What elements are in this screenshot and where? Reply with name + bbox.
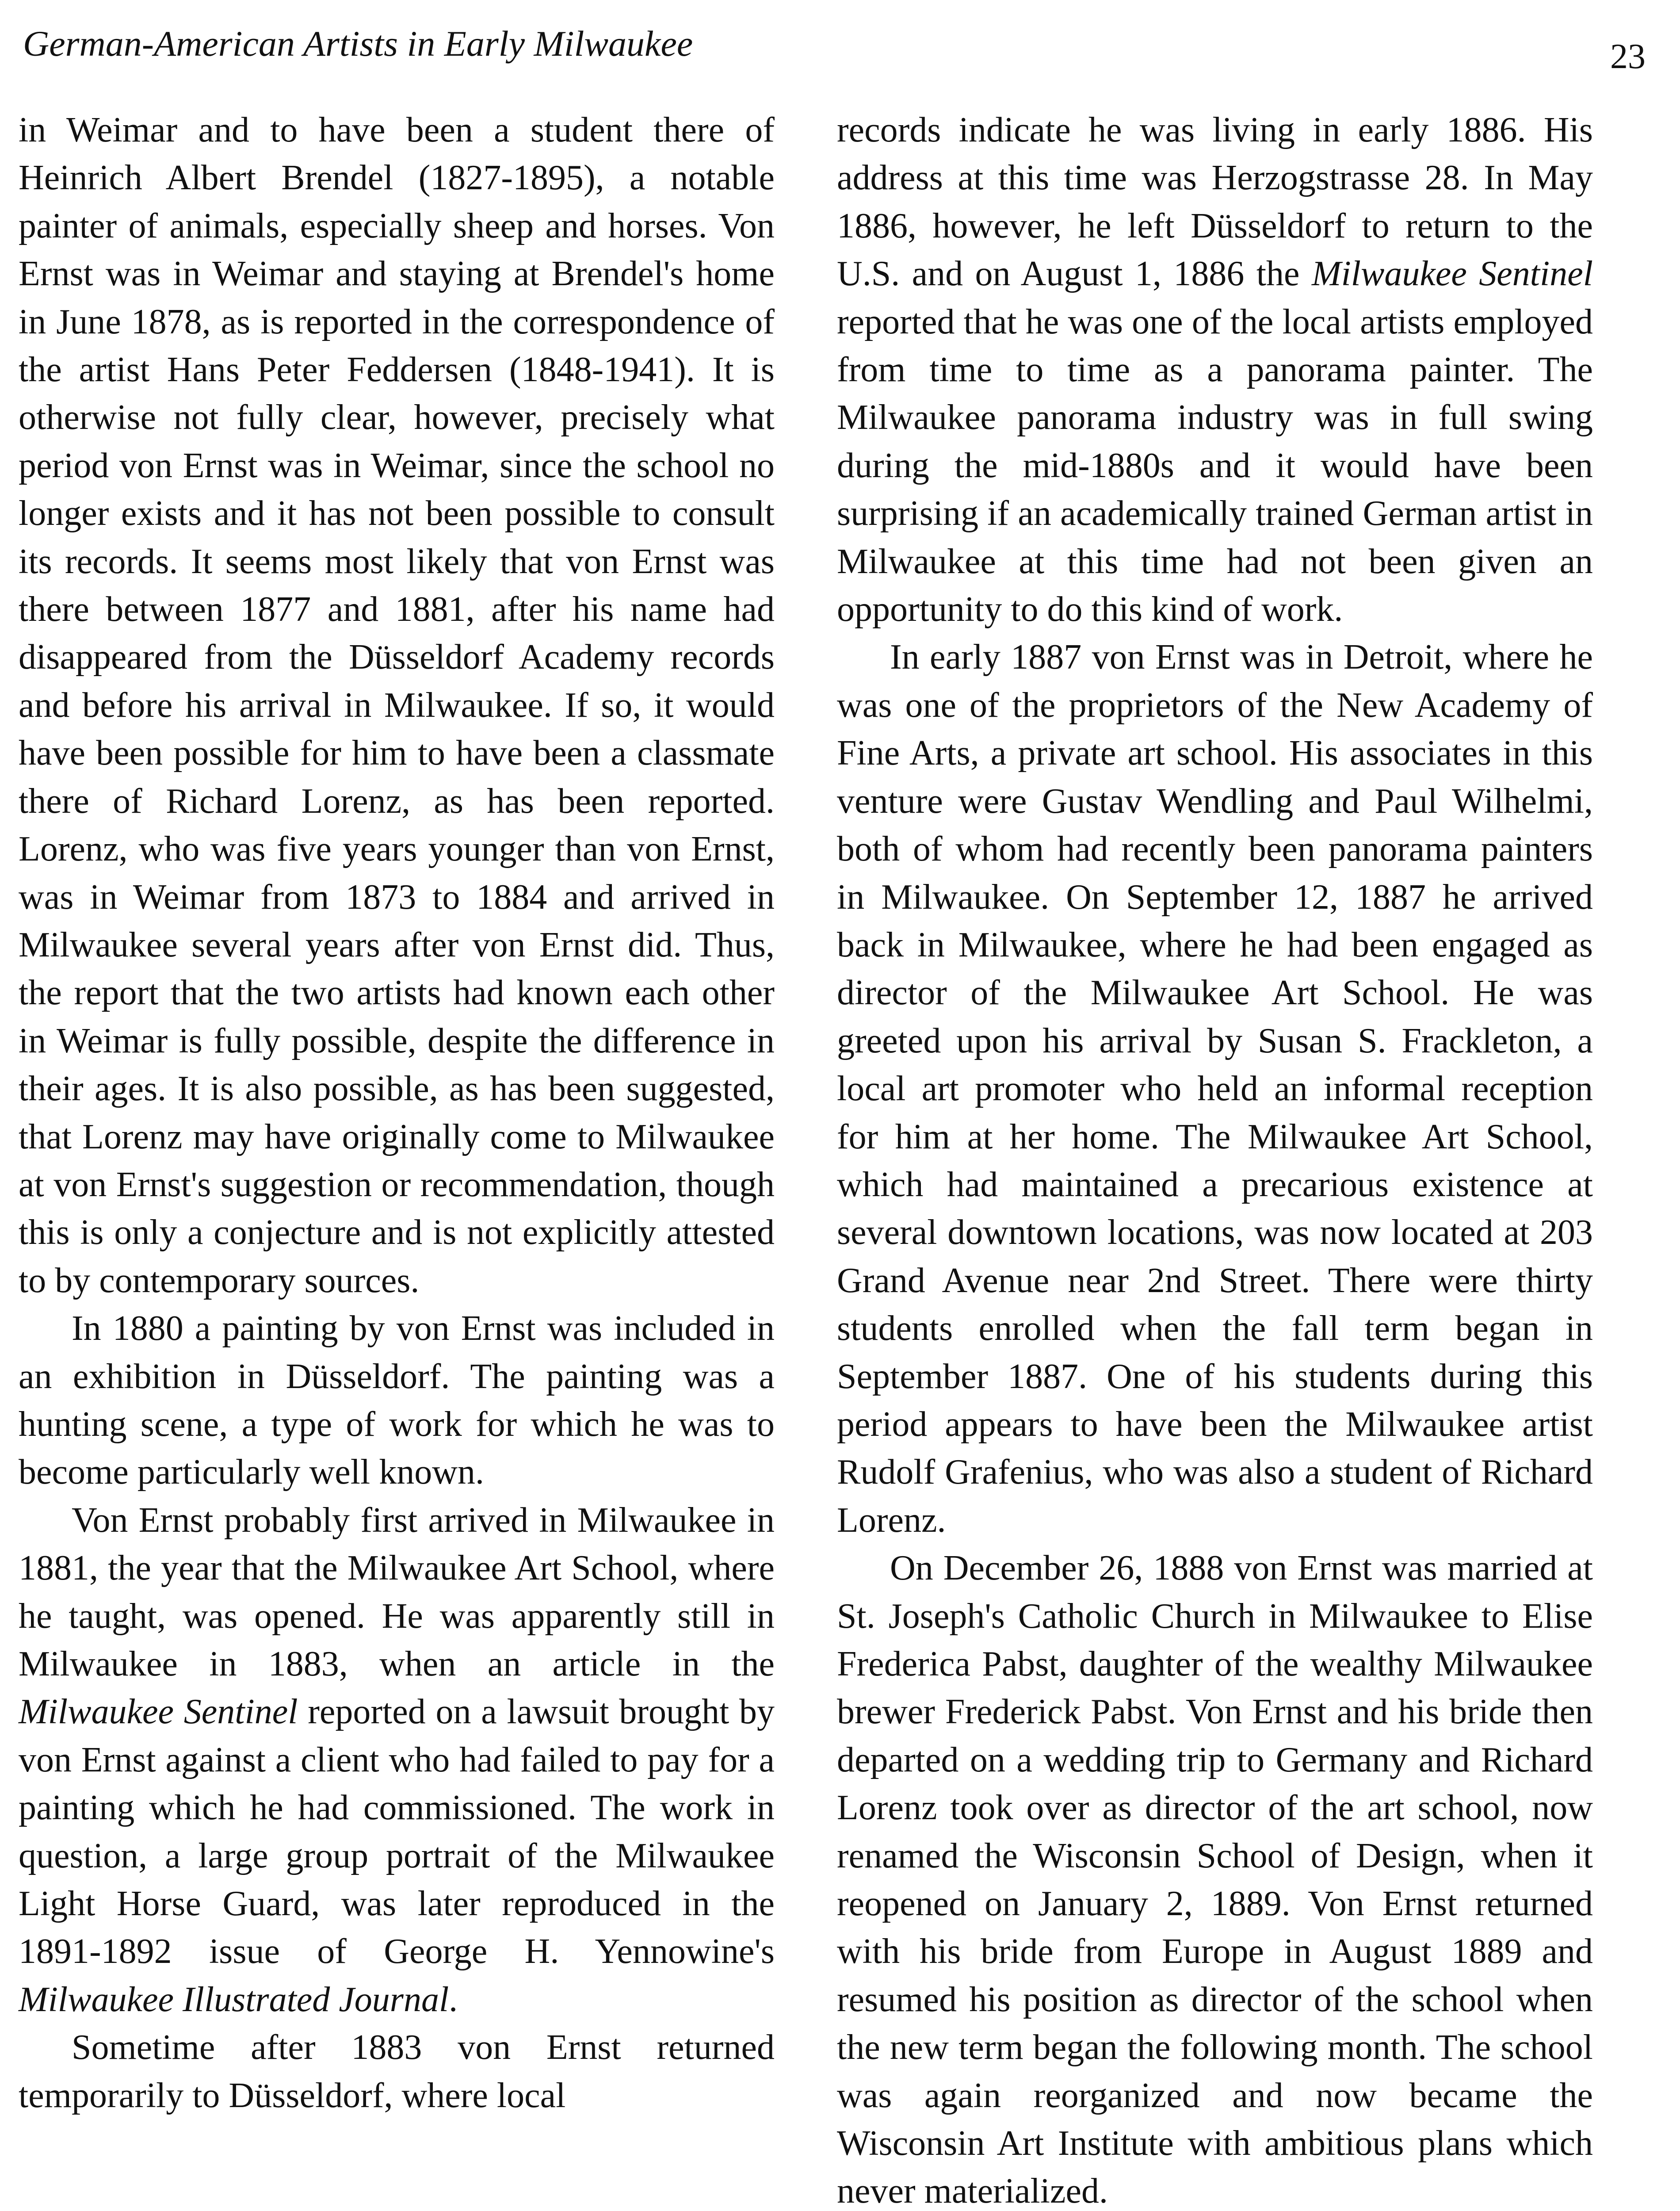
paragraph-text: Sometime after 1883 von Ernst returned temporarily to Düsseldorf, where local (19, 2028, 775, 2115)
body-paragraph (19, 2024, 775, 2119)
paragraph-text: . (449, 1980, 458, 2019)
body-paragraph (19, 106, 775, 1304)
paragraph-text: On December 26, 1888 von Ernst was married at St. Joseph's Catholic Church in Milwaukee to Elise Frederica Pabst, daughter of the wealthy Milwaukee brewer Frederick Pabst. Von Ernst and his bride then departed on a wedding trip to Germany and Richard Lorenz took over as director of the art school, now renamed the Wisconsin School of Design, when it reopened on January 2, 1889. Von Ernst returned with his bride from Europe in August 1889 and resumed his position as director of the school when the new term began the following month. The school was again reorganized and now became the Wisconsin Art Institute with ambitious plans which never materialized. (837, 1549, 1593, 2211)
body-paragraph (837, 1544, 1593, 2211)
body-paragraph (837, 106, 1593, 633)
paragraph-text: reported that he was one of the local artists employed from time to time as a panorama painter. The Milwaukee panorama industry was in full swing during the mid-1880s and it would have been surprising if an academically trained German artist in Milwaukee at this time had not been given an opportunity to do this kind of work. (837, 302, 1593, 629)
page-number: 23 (1610, 37, 1646, 76)
italic-title: Milwaukee Illustrated Journal (19, 1980, 449, 2019)
body-paragraph (19, 1496, 775, 2024)
paragraph-text: in Weimar and to have been a student there of Heinrich Albert Brendel (1827-1895), a notable painter of animals, especially sheep and horses. Von Ernst was in Weimar and staying at Brendel's home in June 1878, as is reported in the correspondence of the artist Hans Peter Feddersen (1848-1941). It is otherwise not fully clear, however, precisely what period von Ernst was in Weimar, since the school no longer exists and it has not been possible to consult its records. It seems most likely that von Ernst was there between 1877 and 1881, after his name had disappeared from the Düsseldorf Academy records and before his arrival in Milwaukee. If so, it would have been possible for him to have been a classmate there of Richard Lorenz, as has been reported. Lorenz, who was five years younger than von Ernst, was in Weimar from 1873 to 1884 and arrived in Milwaukee several years after von Ernst did. Thus, the report that the two artists had known each other in Weimar is fully possible, despite the difference in their ages. It is also possible, as has been suggested, that Lorenz may have originally come to Milwaukee at von Ernst's suggestion or recommendation, though this is only a conjecture and is not explicitly attested to by contemporary sources. (19, 111, 775, 1300)
paragraph-text: In 1880 a painting by von Ernst was included in an exhibition in Düsseldorf. The painting was a hunting scene, a type of work for which he was to become particularly well known. (19, 1309, 775, 1492)
left-column (19, 106, 775, 2119)
paragraph-text: Von Ernst probably first arrived in Milwaukee in 1881, the year that the Milwaukee Art School, where he taught, was opened. He was apparently still in Milwaukee in 1883, when an article in the (19, 1500, 775, 1683)
body-paragraph (837, 633, 1593, 1544)
right-column (837, 106, 1593, 2211)
running-title: German-American Artists in Early Milwaukee (23, 23, 693, 64)
paragraph-text: In early 1887 von Ernst was in Detroit, where he was one of the proprietors of the New Academy of Fine Arts, a private art school. His associates in this venture were Gustav Wendling and Paul Wilhelmi, both of whom had recently been panorama painters in Milwaukee. On September 12, 1887 he arrived back in Milwaukee, where he had been engaged as director of the Milwaukee Art School. He was greeted upon his arrival by Susan S. Frackleton, a local art promoter who held an informal reception for him at her home. The Milwaukee Art School, which had maintained a precarious existence at several downtown locations, was now located at 203 Grand Avenue near 2nd Street. There were thirty students enrolled when the fall term began in September 1887. One of his students during this period appears to have been the Milwaukee artist Rudolf Grafenius, who was also a student of Richard Lorenz. (837, 638, 1593, 1540)
italic-title: Milwaukee Sentinel (19, 1692, 298, 1732)
paragraph-text: reported on a lawsuit brought by von Ernst against a client who had failed to pay for a painting which he had commissioned. The work in question, a large group portrait of the Milwaukee Light Horse Guard, was later reproduced in the 1891-1892 issue of George H. Yennowine's (19, 1692, 775, 1971)
paragraph-text: records indicate he was living in early 1886. His address at this time was Herzogstrasse 28. In May 1886, however, he left Düsseldorf to return to the U.S. and on August 1, 1886 the (837, 111, 1593, 294)
body-paragraph (19, 1304, 775, 1496)
italic-title: Milwaukee Sentinel (1311, 254, 1593, 294)
